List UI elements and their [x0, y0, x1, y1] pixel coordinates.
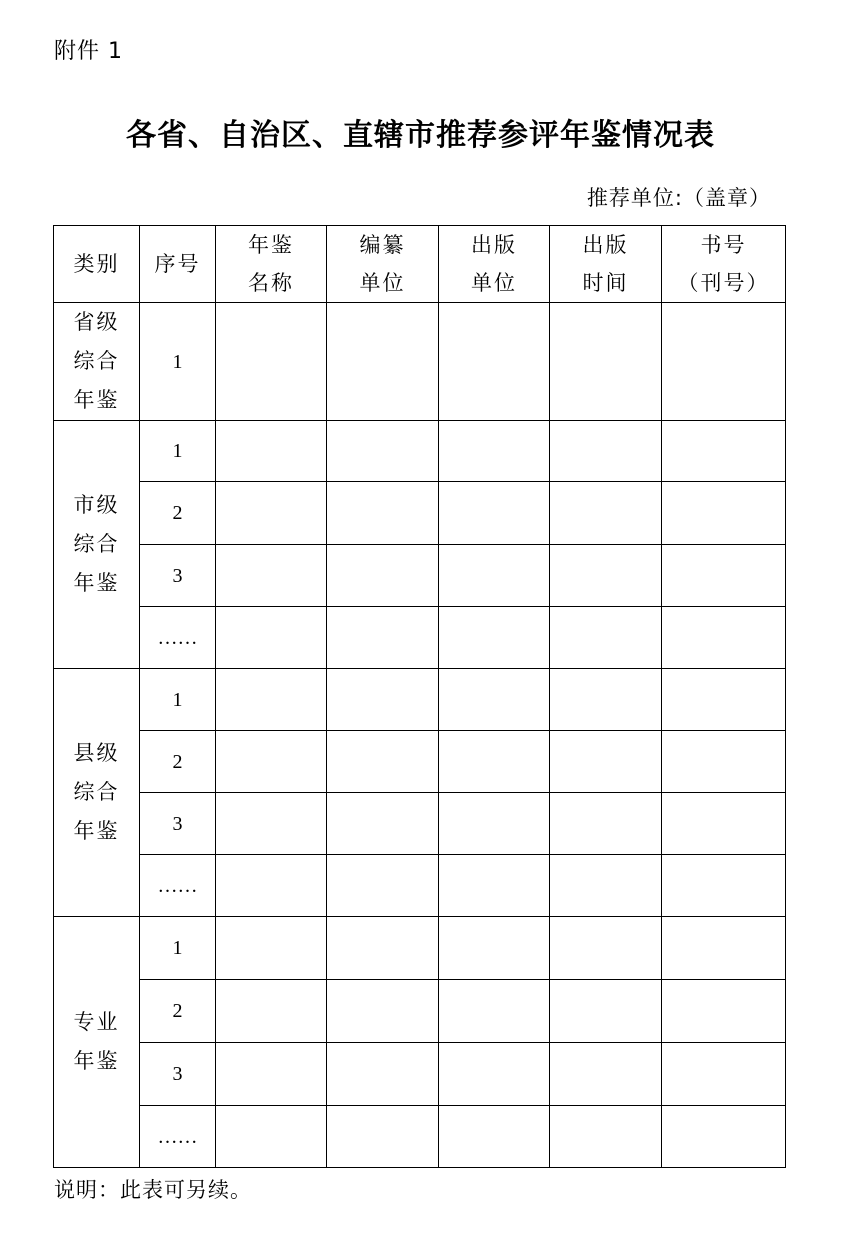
cell[interactable]: [327, 1043, 439, 1106]
cell[interactable]: [216, 855, 327, 917]
cell[interactable]: [216, 607, 327, 669]
serial-cell: 2: [140, 731, 216, 793]
cell[interactable]: [550, 980, 662, 1043]
cell[interactable]: [550, 793, 662, 855]
cell[interactable]: [662, 303, 786, 421]
cell[interactable]: [662, 917, 786, 980]
cell[interactable]: [662, 669, 786, 731]
cell[interactable]: [439, 1043, 550, 1106]
cell[interactable]: [439, 980, 550, 1043]
serial-cell: ……: [140, 607, 216, 669]
serial-cell: 2: [140, 980, 216, 1043]
table-row: [54, 793, 786, 855]
serial-cell: 1: [140, 669, 216, 731]
header-row: [54, 226, 786, 303]
cell[interactable]: [550, 1106, 662, 1168]
cell[interactable]: [327, 482, 439, 545]
cell[interactable]: [662, 980, 786, 1043]
cell[interactable]: [216, 1043, 327, 1106]
cell[interactable]: [662, 731, 786, 793]
cell[interactable]: [550, 303, 662, 421]
cell[interactable]: [550, 421, 662, 482]
cell[interactable]: [662, 545, 786, 607]
cell[interactable]: [327, 731, 439, 793]
table-row: [54, 1106, 786, 1168]
yearbook-table: [53, 225, 786, 1168]
attachment-label: 附件 1: [54, 39, 123, 64]
table-row: [54, 980, 786, 1043]
cell[interactable]: [662, 482, 786, 545]
header-publish-date: 出版 时间: [550, 226, 662, 303]
table-row: [54, 917, 786, 980]
serial-cell: 1: [140, 303, 216, 421]
cell[interactable]: [216, 1106, 327, 1168]
header-compiler: 编纂 单位: [327, 226, 439, 303]
cell[interactable]: [439, 482, 550, 545]
serial-cell: 2: [140, 482, 216, 545]
cell[interactable]: [662, 607, 786, 669]
cell[interactable]: [327, 917, 439, 980]
cell[interactable]: [327, 855, 439, 917]
cell[interactable]: [327, 545, 439, 607]
cell[interactable]: [216, 731, 327, 793]
category-cell: 专业 年鉴: [54, 917, 140, 1168]
cell[interactable]: [216, 545, 327, 607]
cell[interactable]: [327, 1106, 439, 1168]
cell[interactable]: [550, 917, 662, 980]
cell[interactable]: [327, 303, 439, 421]
header-book-number: 书号 （刊号）: [662, 226, 786, 303]
cell[interactable]: [550, 482, 662, 545]
cell[interactable]: [662, 1043, 786, 1106]
cell[interactable]: [327, 607, 439, 669]
serial-cell: 3: [140, 1043, 216, 1106]
category-cell: 省级 综合 年鉴: [54, 303, 140, 421]
table-row: [54, 482, 786, 545]
cell[interactable]: [550, 545, 662, 607]
header-publisher: 出版 单位: [439, 226, 550, 303]
category-cell: 县级 综合 年鉴: [54, 669, 140, 917]
cell[interactable]: [439, 793, 550, 855]
cell[interactable]: [216, 421, 327, 482]
cell[interactable]: [550, 669, 662, 731]
cell[interactable]: [550, 731, 662, 793]
cell[interactable]: [216, 980, 327, 1043]
cell[interactable]: [662, 421, 786, 482]
header-serial: 序号: [140, 226, 216, 303]
serial-cell: 3: [140, 793, 216, 855]
table-row: [54, 545, 786, 607]
cell[interactable]: [216, 917, 327, 980]
cell[interactable]: [327, 669, 439, 731]
serial-cell: 1: [140, 421, 216, 482]
cell[interactable]: [662, 855, 786, 917]
header-yearbook-name: 年鉴 名称: [216, 226, 327, 303]
table-row: [54, 1043, 786, 1106]
cell[interactable]: [327, 793, 439, 855]
category-cell: 市级 综合 年鉴: [54, 421, 140, 669]
cell[interactable]: [216, 482, 327, 545]
cell[interactable]: [439, 1106, 550, 1168]
table-row: [54, 855, 786, 917]
table-row: [54, 421, 786, 482]
cell[interactable]: [662, 1106, 786, 1168]
cell[interactable]: [327, 980, 439, 1043]
table-row: [54, 669, 786, 731]
cell[interactable]: [439, 917, 550, 980]
table-row: [54, 607, 786, 669]
cell[interactable]: [662, 793, 786, 855]
serial-cell: ……: [140, 855, 216, 917]
cell[interactable]: [550, 1043, 662, 1106]
cell[interactable]: [550, 855, 662, 917]
cell[interactable]: [550, 607, 662, 669]
recommender-label: 推荐单位:（盖章）: [586, 186, 771, 210]
table-row: [54, 731, 786, 793]
serial-cell: 1: [140, 917, 216, 980]
footnote: 说明：此表可另续。: [54, 1178, 252, 1202]
header-category: 类别: [54, 226, 140, 303]
page-title: 各省、自治区、直辖市推荐参评年鉴情况表: [126, 118, 715, 153]
table-row: [54, 303, 786, 421]
cell[interactable]: [216, 303, 327, 421]
cell[interactable]: [216, 793, 327, 855]
cell[interactable]: [439, 731, 550, 793]
cell[interactable]: [439, 545, 550, 607]
cell[interactable]: [439, 607, 550, 669]
cell[interactable]: [439, 303, 550, 421]
cell[interactable]: [439, 669, 550, 731]
serial-cell: ……: [140, 1106, 216, 1168]
serial-cell: 3: [140, 545, 216, 607]
cell[interactable]: [216, 669, 327, 731]
cell[interactable]: [439, 855, 550, 917]
cell[interactable]: [327, 421, 439, 482]
cell[interactable]: [439, 421, 550, 482]
